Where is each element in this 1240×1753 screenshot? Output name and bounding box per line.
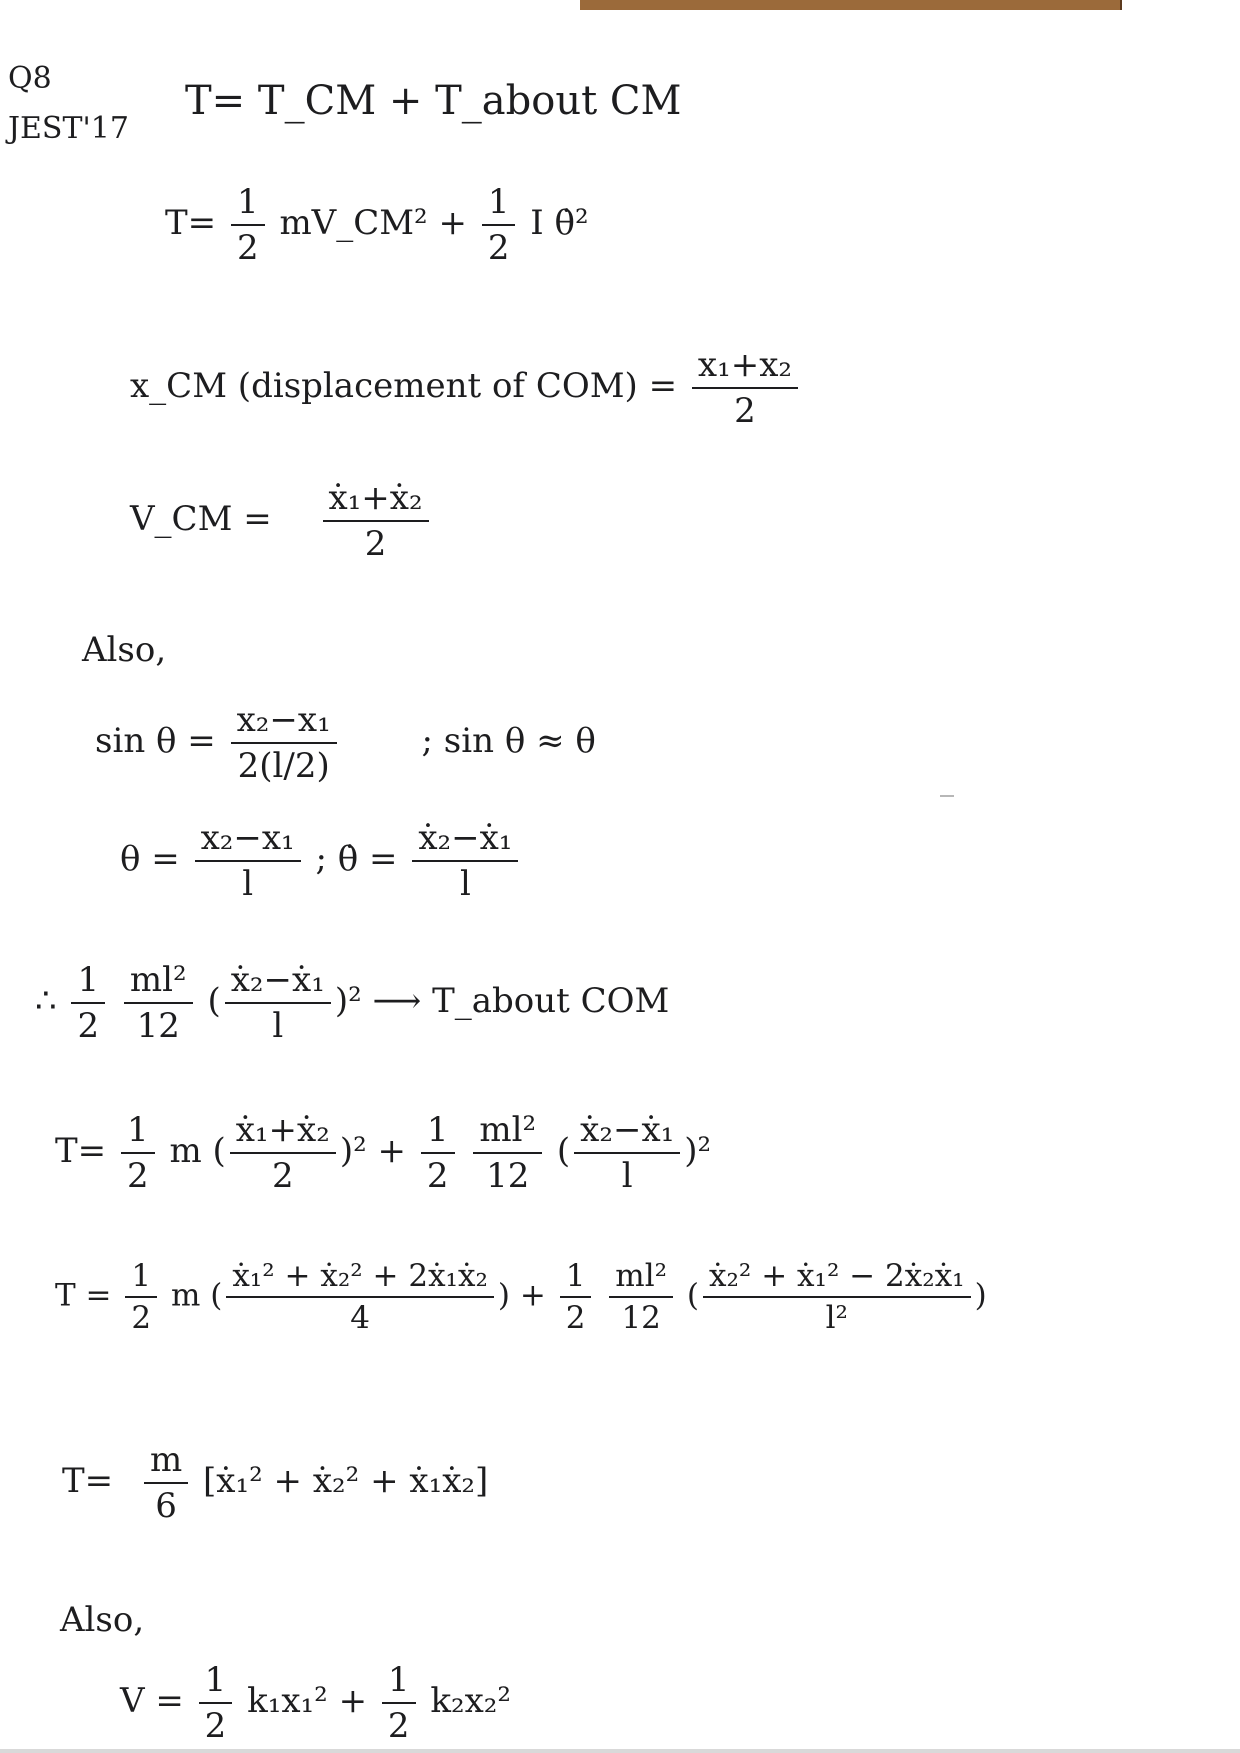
eq-lhs: x_CM (displacement of COM) = bbox=[130, 366, 678, 406]
equation-final-ke bbox=[62, 1440, 488, 1526]
eq-lhs: T= bbox=[55, 1131, 107, 1171]
desk-edge bbox=[580, 0, 1120, 10]
equation-kinetic-split: T= T_CM + T_about CM bbox=[185, 78, 682, 124]
eq-lhs: V_CM = bbox=[130, 499, 272, 539]
page-margin-right bbox=[1122, 0, 1240, 1753]
equation-theta bbox=[120, 818, 522, 904]
equation-potential-energy: V = $\frac{1}{2}$ k₁x₁² + $\frac{1}{2}$ k₂x₂² bbox=[120, 1660, 512, 1746]
eq-lhs: T= bbox=[165, 203, 217, 243]
eq-lhs: sin θ = bbox=[95, 721, 216, 761]
fraction-half: $\frac{1}{2}$ bbox=[382, 1660, 416, 1746]
fraction-half: $\frac{1}{2}$ bbox=[560, 1258, 592, 1336]
photo-edge-top bbox=[0, 0, 1240, 10]
photo-edge-bottom bbox=[0, 1749, 1240, 1753]
fraction: $\frac{\text{x₂−x₁}}{2(l/2)}$ bbox=[231, 700, 337, 786]
fraction: $\frac{\text{ẋ₂−ẋ₁}}{l}$ bbox=[225, 960, 331, 1046]
therefore-symbol: ∴ bbox=[35, 981, 57, 1021]
fraction: $\frac{m}{6}$ bbox=[144, 1440, 188, 1526]
eq-lhs: V = bbox=[120, 1681, 184, 1721]
equation-sin-theta bbox=[95, 700, 596, 786]
fraction-inertia: $\frac{\text{ml²}}{12}$ bbox=[473, 1110, 542, 1196]
equation-expanded-ke: T = $\frac{1}{2}$ m ( $\frac{\text{ẋ₁² + ẋ₂² + 2ẋ₁ẋ₂}}{4}$ ) + $\frac{1}{2}$ $\frac{\text{ml²}}{12}$ ( $\frac{\text{ẋ₂² + ẋ₁² − 2ẋ₂ẋ₁}}{\text{l²}}$ ) bbox=[55, 1258, 987, 1336]
eq-term: mV_CM² + bbox=[279, 203, 467, 243]
eq-arrow-label: )² ⟶ T_about COM bbox=[334, 981, 670, 1021]
eq-approximation: ; sin θ ≈ θ bbox=[421, 721, 596, 761]
fraction: $\frac{\text{ẋ₂−ẋ₁}}{l}$ bbox=[574, 1110, 680, 1196]
fraction: $\frac{\text{ẋ₂² + ẋ₁² − 2ẋ₂ẋ₁}}{\text{l²}}$ bbox=[703, 1258, 971, 1336]
eq-term: [ẋ₁² + ẋ₂² + ẋ₁ẋ₂] bbox=[203, 1461, 489, 1501]
fraction-half: $\frac{1}{2}$ bbox=[482, 182, 516, 268]
fraction: $\frac{\text{ẋ₂−ẋ₁}}{l}$ bbox=[412, 818, 518, 904]
eq-term: I θ̇² bbox=[530, 203, 589, 243]
eq-lhs: T = bbox=[55, 1277, 112, 1314]
fraction: $\frac{\text{x₂−x₁}}{l}$ bbox=[195, 818, 301, 904]
equation-total-ke: T= $\frac{1}{2}$ m ( $\frac{\text{ẋ₁+ẋ₂}}{2}$ )² + $\frac{1}{2}$ $\frac{\text{ml²}}{12}$ ( $\frac{\text{ẋ₂−ẋ₁}}{l}$ )² bbox=[55, 1110, 712, 1196]
fraction-half: $\frac{1}{2}$ bbox=[125, 1258, 157, 1336]
question-source: JEST'17 bbox=[8, 111, 129, 146]
question-id: Q8 bbox=[8, 61, 52, 96]
stray-mark bbox=[940, 795, 954, 797]
fraction: $\frac{\text{ẋ₁² + ẋ₂² + 2ẋ₁ẋ₂}}{4}$ bbox=[226, 1258, 494, 1336]
fraction-inertia: $\frac{\text{ml²}}{12}$ bbox=[124, 960, 193, 1046]
equation-com-displacement bbox=[130, 345, 802, 431]
equation-rotational-ke: ∴ $\frac{1}{2}$ $\frac{\text{ml²}}{12}$ ( $\frac{\text{ẋ₂−ẋ₁}}{l}$ )² ⟶ T_about COM bbox=[35, 960, 670, 1046]
fraction: $\frac{\text{x₁+x₂}}{2}$ bbox=[692, 345, 798, 431]
fraction-half: $\frac{1}{2}$ bbox=[231, 182, 265, 268]
also-heading-2: Also, bbox=[60, 1600, 145, 1640]
fraction-half: $\frac{1}{2}$ bbox=[121, 1110, 155, 1196]
also-heading: Also, bbox=[82, 630, 167, 670]
eq-theta-dot: ; θ̇ = bbox=[315, 839, 398, 879]
fraction-inertia: $\frac{\text{ml²}}{12}$ bbox=[609, 1258, 673, 1336]
equation-kinetic-energy bbox=[165, 182, 589, 268]
equation-com-velocity bbox=[130, 478, 433, 564]
fraction-half: $\frac{1}{2}$ bbox=[199, 1660, 233, 1746]
eq-lhs: T= bbox=[62, 1461, 114, 1501]
fraction: $\frac{\text{ẋ₁+ẋ₂}}{2}$ bbox=[230, 1110, 336, 1196]
fraction-half: $\frac{1}{2}$ bbox=[71, 960, 105, 1046]
eq-lhs: θ = bbox=[120, 839, 180, 879]
fraction-half: $\frac{1}{2}$ bbox=[421, 1110, 455, 1196]
fraction: $\frac{\text{ẋ₁+ẋ₂}}{2}$ bbox=[323, 478, 429, 564]
